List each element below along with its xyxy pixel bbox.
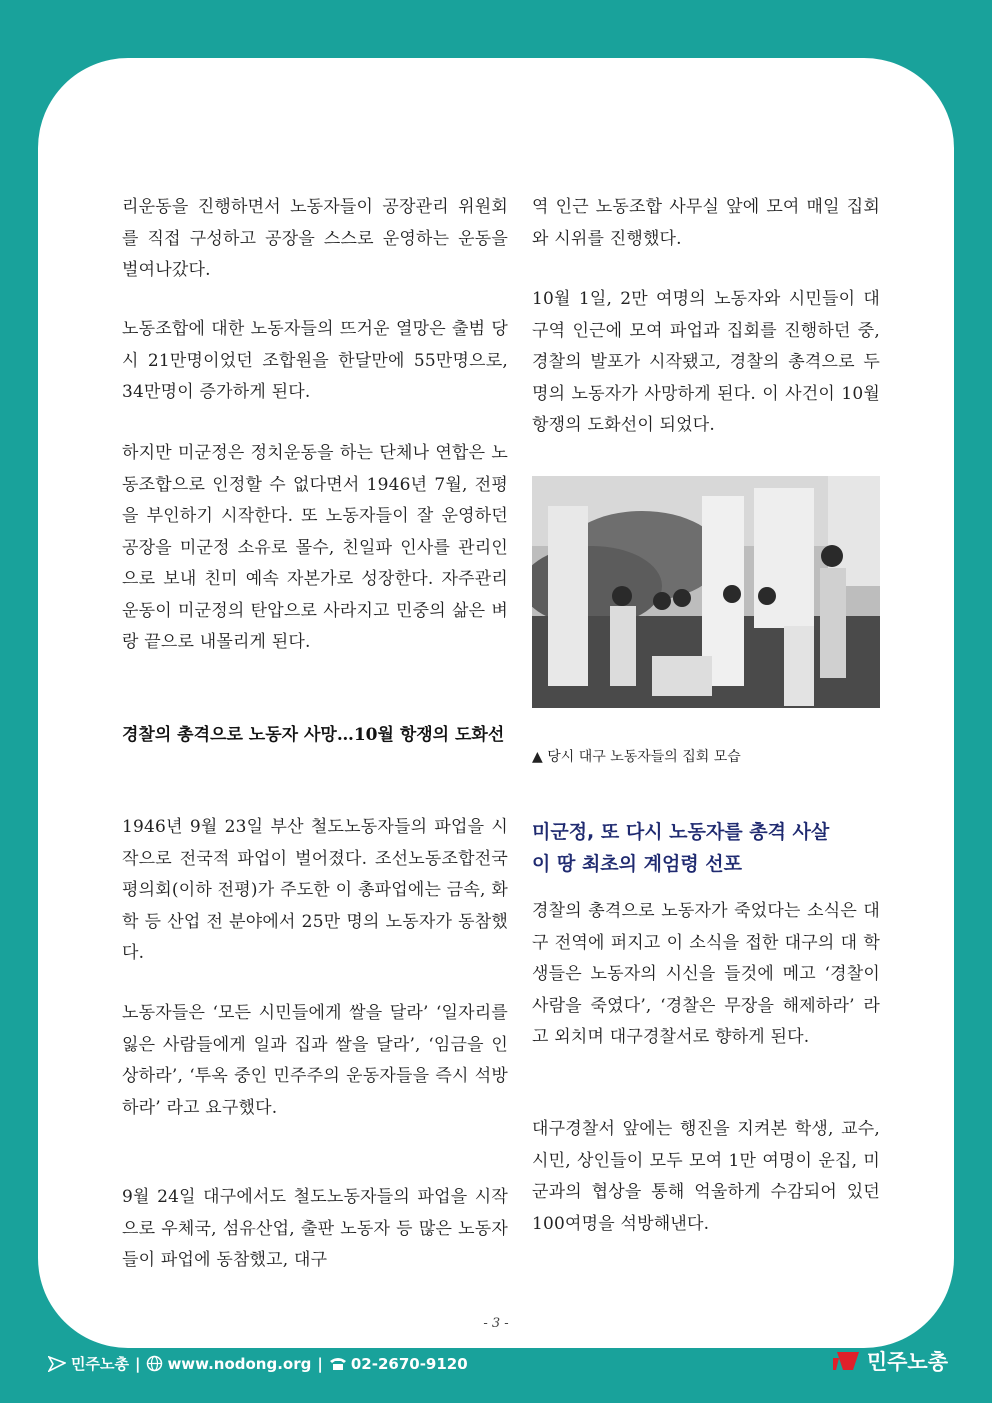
footer-divider: | (134, 1354, 141, 1373)
section-heading-right-line1: 미군정, 또 다시 노동자를 총격 사살 (532, 821, 830, 843)
section-heading-right-line2: 이 땅 최초의 계엄령 선포 (532, 853, 742, 875)
footer-website-link[interactable]: www.nodong.org (167, 1354, 312, 1373)
right-paragraph-2: 10월 1일, 2만 여명의 노동자와 시민들이 대구역 인근에 모여 파업과 집회를 진행하던 중, 경찰의 발포가 시작됐고, 경찰의 총격으로 두 명의 노동자가 사망하게 된다. 이 사건이 10월 항쟁의 도화선이 되었다. (532, 289, 880, 435)
photo-caption: ▲ 당시 대구 노동자들의 집회 모습 (532, 749, 741, 765)
right-paragraph-3: 경찰의 총격으로 노동자가 죽었다는 소식은 대구 전역에 퍼지고 이 소식을 접한 대구의 대 학생들은 노동자의 시신을 들것에 메고 ‘경찰이 사람을 죽였다’, ‘경찰은 무장을 해제하라’ 라고 외치며 대구경찰서로 향하게 된다. (532, 901, 880, 1047)
rally-photo-illustration (532, 476, 880, 708)
brand-logo (833, 1346, 948, 1376)
send-icon (48, 1356, 66, 1372)
page-number: - 3 - (483, 1316, 509, 1331)
rally-photo (532, 476, 880, 708)
right-paragraph-4: 대구경찰서 앞에는 행진을 지켜본 학생, 교수, 시민, 상인들이 모두 모여 1만 여명이 운집, 미군과의 협상을 통해 억울하게 수감되어 있던 100여명을 석방해낸다. (532, 1119, 880, 1234)
left-paragraph-4: 1946년 9월 23일 부산 철도노동자들의 파업을 시작으로 전국적 파업이 벌어졌다. 조선노동조합전국평의회(이하 전평)가 주도한 이 총파업에는 금속, 화학 등 산업 전 분야에서 25만 명의 노동자가 동참했다. (122, 817, 508, 963)
left-paragraph-3: 하지만 미군정은 정치운동을 하는 단체나 연합은 노동조합으로 인정할 수 없다면서 1946년 7월, 전평을 부인하기 시작한다. 또 노동자들이 잘 운영하던 공장을 미군정 소유로 몰수, 친일파 인사를 관리인으로 보내 친미 예속 자본가로 성장한다. 자주관리운동이 미군정의 탄압으로 사라지고 민중의 삶은 벼랑 끝으로 내몰리게 된다. (122, 443, 508, 652)
brand-mark-icon (833, 1350, 861, 1372)
footer-org-name: 민주노총 (71, 1355, 129, 1373)
phone-icon (329, 1356, 347, 1371)
page-card (38, 58, 954, 1348)
globe-icon (146, 1355, 163, 1372)
footer-contact (48, 1353, 474, 1374)
left-paragraph-6: 9월 24일 대구에서도 철도노동자들의 파업을 시작으로 우체국, 섬유산업, 출판 노동자 등 많은 노동자들이 파업에 동참했고, 대구 (122, 1187, 508, 1270)
left-paragraph-2: 노동조합에 대한 노동자들의 뜨거운 열망은 출범 당시 21만명이었던 조합원을 한달만에 55만명으로, 34만명이 증가하게 된다. (122, 319, 508, 402)
footer-divider: | (317, 1354, 323, 1373)
right-paragraph-1: 역 인근 노동조합 사무실 앞에 모여 매일 집회와 시위를 진행했다. (532, 197, 880, 249)
section-heading-left: 경찰의 총격으로 노동자 사망…10월 항쟁의 도화선 (122, 725, 505, 745)
left-paragraph-1: 리운동을 진행하면서 노동자들이 공장관리 위원회를 직접 구성하고 공장을 스스로 운영하는 운동을 벌여나갔다. (122, 197, 508, 280)
footer-phone: 02-2670-9120 (350, 1354, 468, 1373)
left-paragraph-5: 노동자들은 ‘모든 시민들에게 쌀을 달라’ ‘일자리를 잃은 사람들에게 일과 집과 쌀을 달라’, ‘임금을 인상하라’, ‘투옥 중인 민주주의 운동자들을 즉시 석방하라’ 라고 요구했다. (122, 1003, 508, 1118)
brand-name: 민주노총 (866, 1350, 948, 1374)
